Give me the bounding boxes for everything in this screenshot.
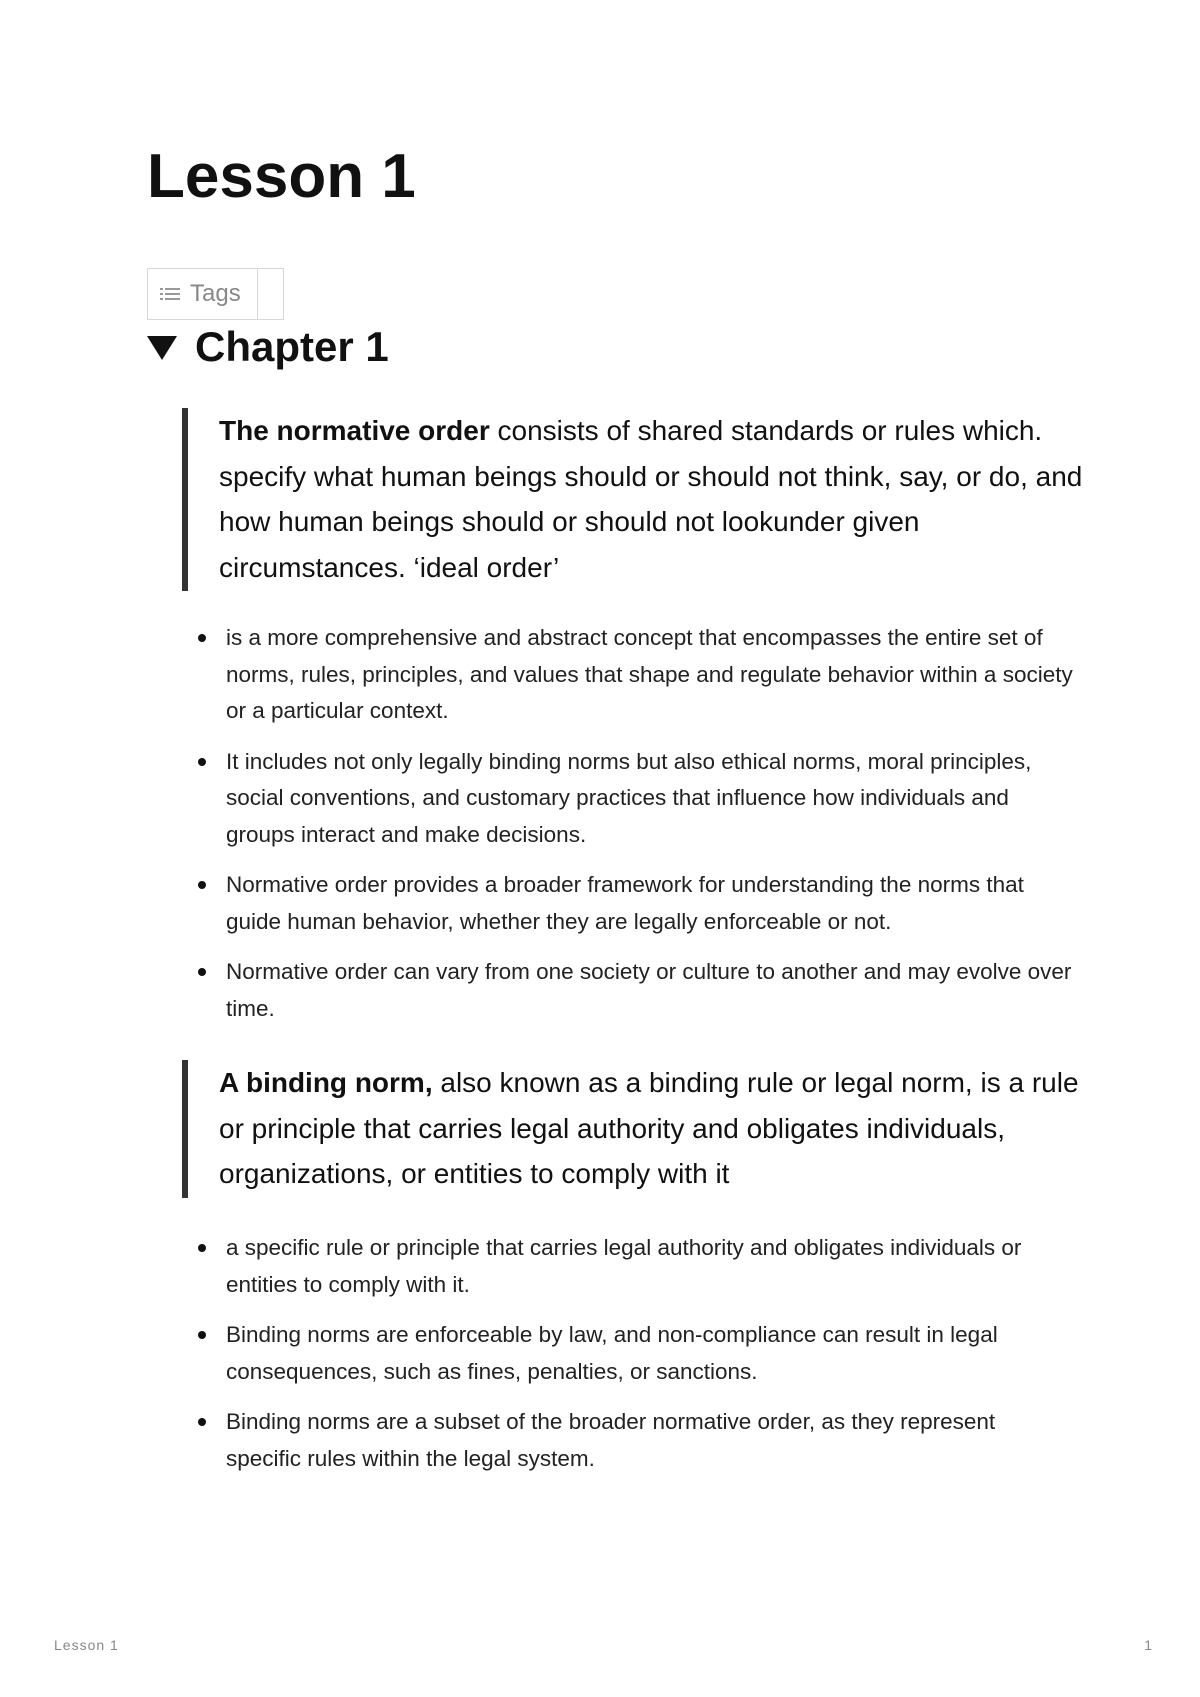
- list-item-text: a specific rule or principle that carries legal authority and obligates individuals or entities to comply with it.: [226, 1235, 1022, 1297]
- bullet-dot-icon: [198, 634, 206, 642]
- quote-bold-term: A binding norm,: [219, 1067, 433, 1098]
- tags-property[interactable]: [147, 268, 284, 320]
- normative-order-quote: [182, 408, 1099, 591]
- bullet-dot-icon: [198, 1418, 206, 1426]
- footer-page-number: 1: [1144, 1637, 1152, 1653]
- list-item: [195, 867, 1075, 940]
- footer-document-title: Lesson 1: [54, 1637, 119, 1653]
- tags-value[interactable]: [258, 269, 283, 319]
- normative-order-list: [195, 620, 1075, 1041]
- bullet-dot-icon: [198, 881, 206, 889]
- chapter-toggle[interactable]: [147, 323, 389, 370]
- list-item-text: Normative order provides a broader framework for understanding the norms that guide human behavior, whether they are legally enforceable or not.: [226, 872, 1024, 934]
- binding-norm-quote: [182, 1060, 1099, 1198]
- list-item: [195, 954, 1075, 1027]
- bullet-dot-icon: [198, 1331, 206, 1339]
- list-item: [195, 1230, 1075, 1303]
- list-icon: [160, 286, 180, 302]
- page-title: Lesson 1: [147, 142, 416, 211]
- list-item-text: Binding norms are enforceable by law, and non-compliance can result in legal consequences, such as fines, penalties, or sanctions.: [226, 1322, 998, 1384]
- bullet-dot-icon: [198, 968, 206, 976]
- list-item-text: Binding norms are a subset of the broader normative order, as they represent specific rules within the legal system.: [226, 1409, 996, 1471]
- list-item-text: Normative order can vary from one society or culture to another and may evolve over time.: [226, 959, 1072, 1021]
- toggle-triangle-icon[interactable]: [147, 334, 177, 360]
- chapter-heading: Chapter 1: [195, 323, 389, 370]
- list-item-text: is a more comprehensive and abstract concept that encompasses the entire set of norms, rules, principles, and values that shape and regulate behavior within a society or a particular context.: [226, 625, 1073, 723]
- tags-property-label: [148, 269, 258, 319]
- bullet-dot-icon: [198, 1244, 206, 1252]
- list-item-text: It includes not only legally binding norms but also ethical norms, moral principles, social conventions, and customary practices that influence how individuals and groups interact and make decisions.: [226, 748, 1032, 847]
- binding-norm-list: [195, 1230, 1075, 1491]
- list-item: [195, 1317, 1075, 1390]
- list-item: [195, 620, 1075, 730]
- list-item: [195, 744, 1075, 854]
- quote-bold-term: The normative order: [219, 415, 490, 446]
- quote-text: also known as a binding rule or legal norm, is a rule or principle that carries legal authority and obligates individuals, organizations, or entities to comply with it: [219, 1067, 1079, 1189]
- list-item: [195, 1404, 1075, 1477]
- bullet-dot-icon: [198, 758, 206, 766]
- tags-label: Tags: [190, 280, 241, 307]
- quote-text: consists of shared standards or rules which. specify what human beings should or should not think, say, or do, and how human beings should or should not lookunder given circumstances. ‘ideal order’: [219, 415, 1083, 583]
